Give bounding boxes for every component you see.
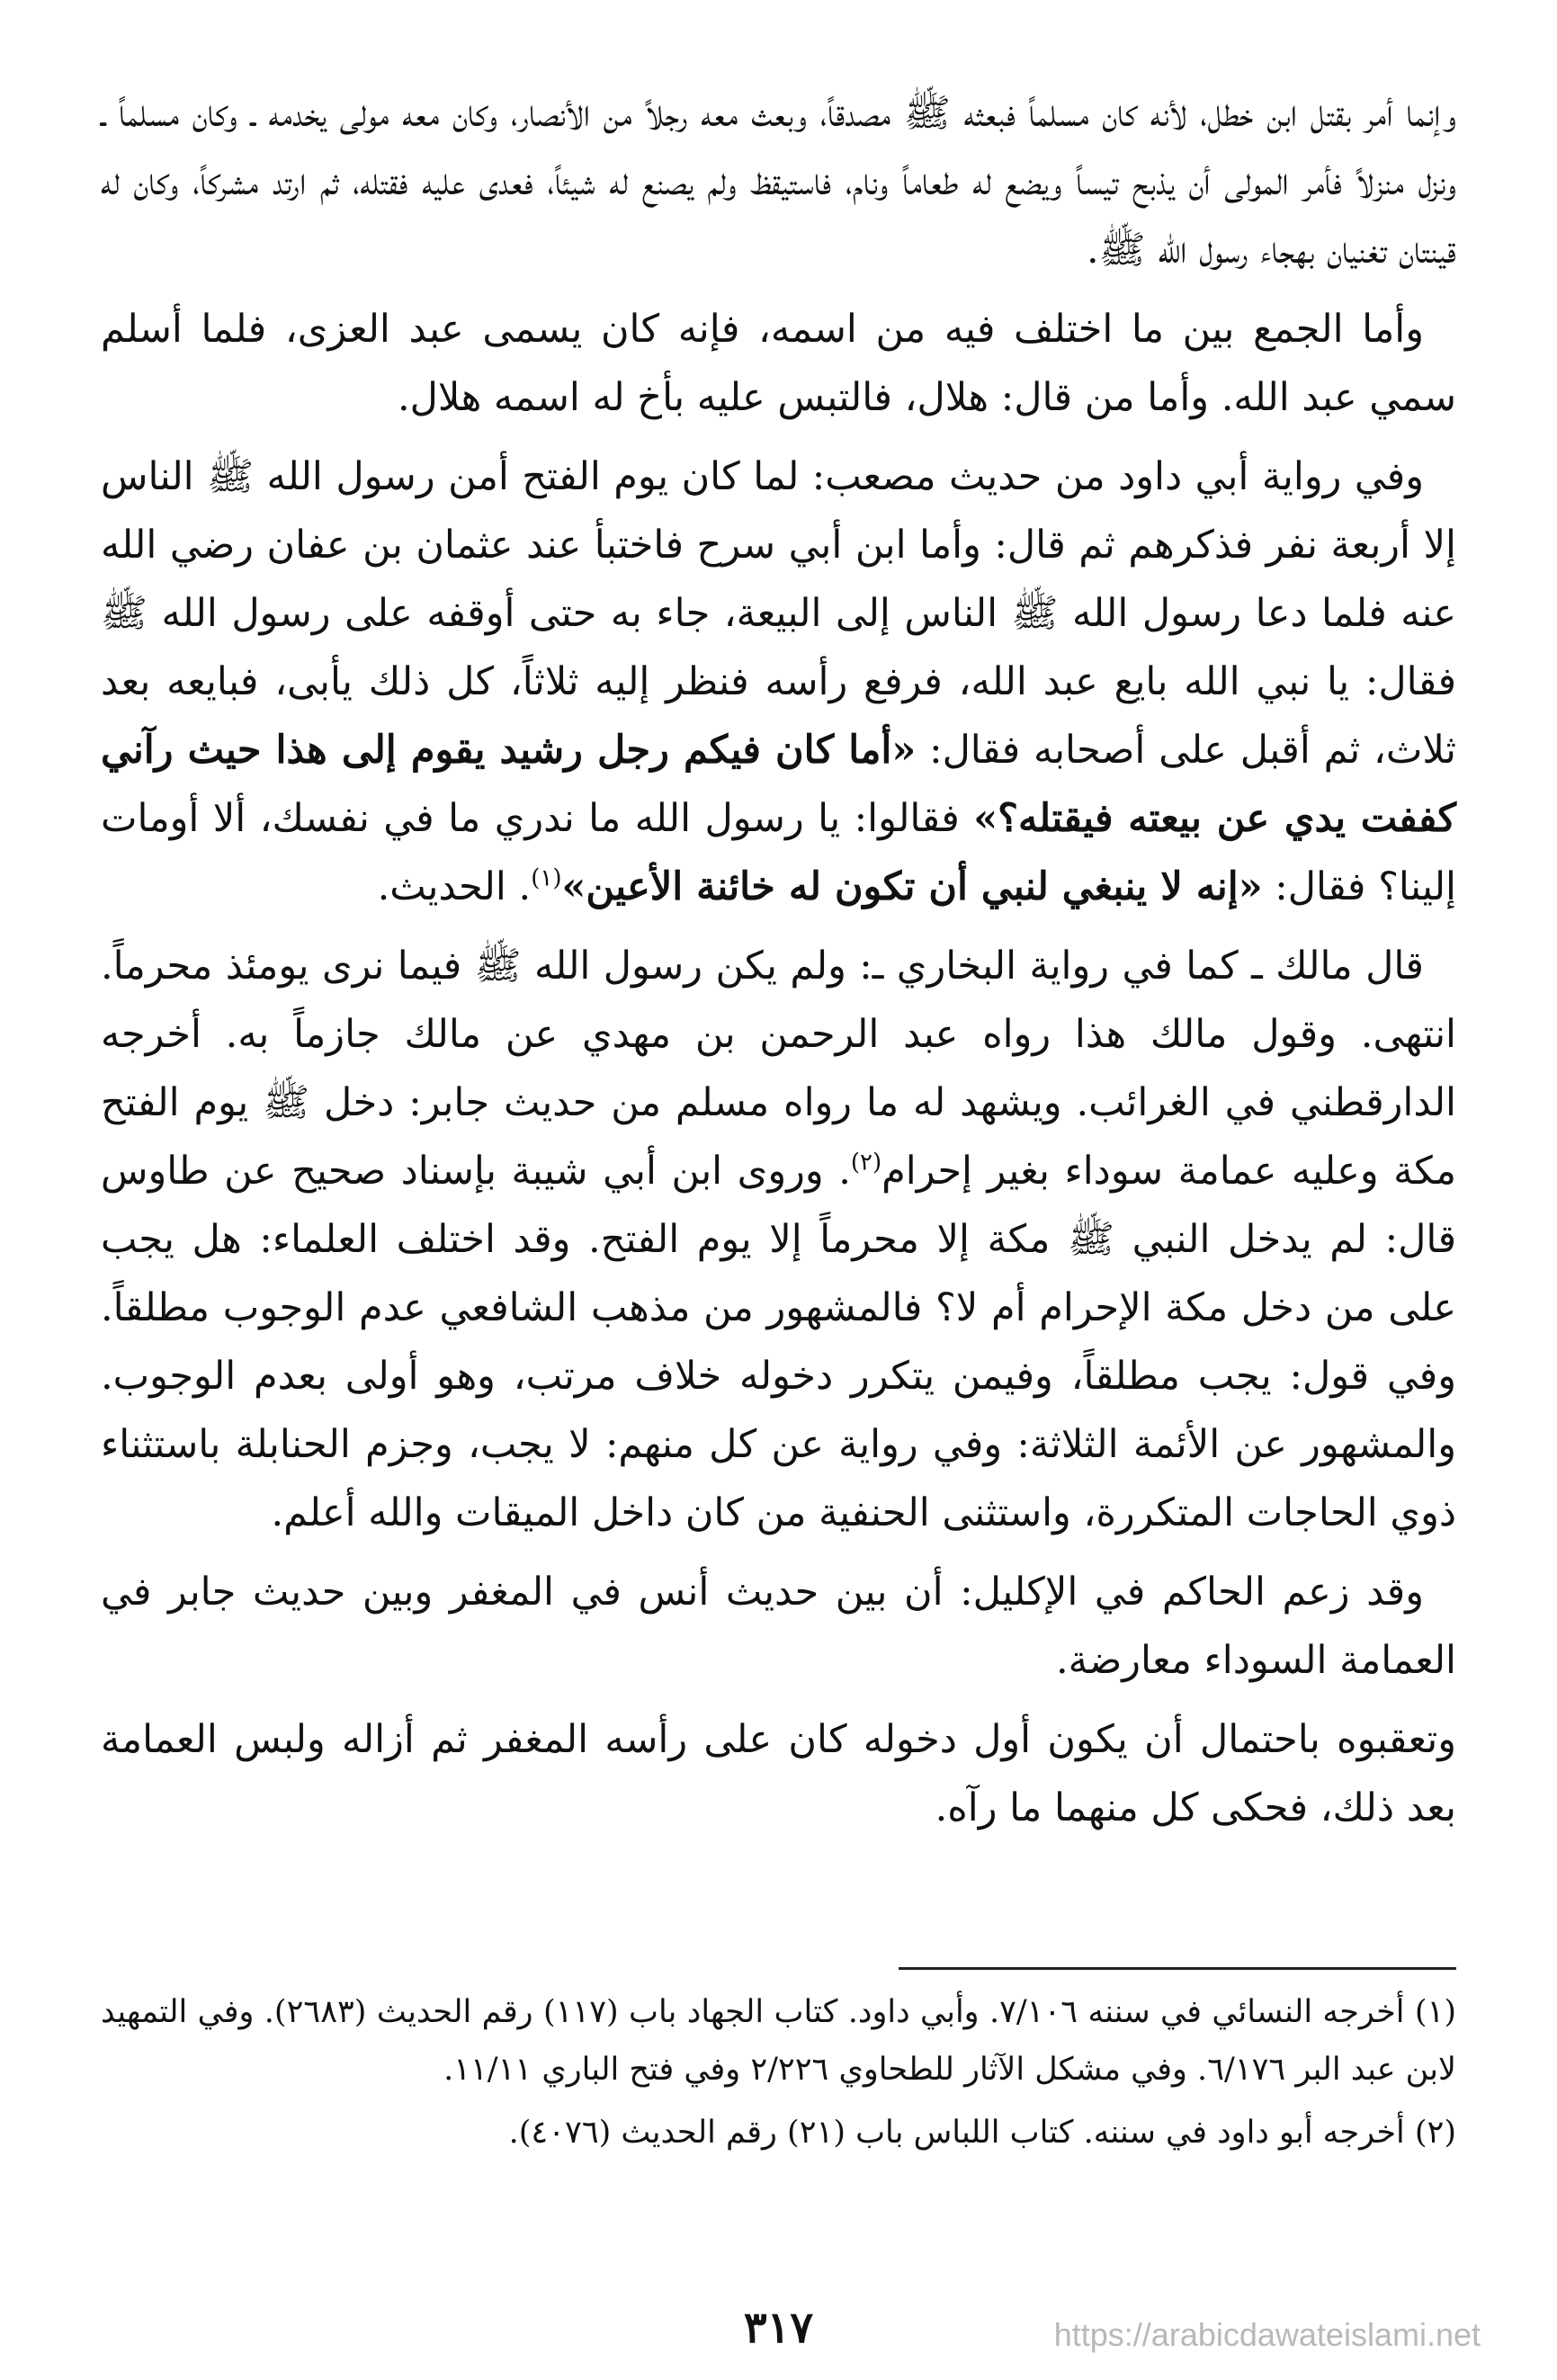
- watermark-url: https://arabicdawateislami.net: [1053, 2316, 1481, 2353]
- narration-text: وفي رواية أبي داود من حديث مصعب: لما كان يوم الفتح أمن رسول الله ﷺ الناس إلا أربعة نفر فذكرهم ثم قال: وأما ابن أبي سرح فاختبأ عند عثمان بن عفان رضي الله عنه فلما دعا رسول الله ﷺ الناس إلى البيعة، جاء به حتى أوقفه على رسول الله ﷺ فقال: يا نبي الله بايع عبد الله، فرفع رأسه فنظر إليه ثلاثاً، كل ذلك يأبى، فبايعه بعد ثلاث، ثم أقبل على أصحابه فقال:: [101, 454, 1456, 773]
- paragraph-hakim-claim: وقد زعم الحاكم في الإكليل: أن بين حديث أنس في المغفر وبين حديث جابر في العمامة السوداء معارضة.: [101, 1570, 1456, 1683]
- hadith-quote-2: «إنه لا ينبغي لنبي أن تكون له خائنة الأعين»: [561, 864, 1263, 909]
- narration-text: . الحديث.: [377, 864, 532, 909]
- main-text: [101, 79, 1456, 1853]
- footnote-divider: [899, 1967, 1456, 1970]
- narration-text: فقالوا: يا رسول الله ما ندري ما في نفسك، ألا أومات إلينا؟ فقال:: [101, 796, 1456, 909]
- paragraph-rebuttal: وتعقبوه باحتمال أن يكون أول دخوله كان على رأسه المغفر ثم أزاله ولبس العمامة بعد ذلك، فحكى كل منهما ما رآه.: [101, 1717, 1456, 1830]
- paragraph-abu-dawud-narration: [101, 443, 1456, 921]
- ihram-text: قال مالك ـ كما في رواية البخاري ـ: ولم يكن رسول الله ﷺ فيما نرى يومئذ محرماً. انتهى. وقول مالك هذا رواه عبد الرحمن بن مهدي عن مالك جازماً به. أخرجه الدارقطني في الغرائب. ويشهد له ما رواه مسلم من حديث جابر: دخل ﷺ يوم الفتح مكة وعليه عمامة سوداء بغير إحرام: [101, 944, 1456, 1194]
- footnote-2: (٢) أخرجه أبو داود في سننه. كتاب اللباس باب (٢١) رقم الحديث (٤٠٧٦).: [508, 2115, 1456, 2151]
- ihram-text: . وروى ابن أبي شيبة بإسناد صحيح عن طاوس قال: لم يدخل النبي ﷺ مكة إلا محرماً إلا يوم الفتح. وقد اختلف العلماء: هل يجب على من دخل مكة الإحرام أم لا؟ فالمشهور من مذهب الشافعي عدم الوجوب مطلقاً. وفي قول: يجب مطلقاً، وفيمن يتكرر دخوله خلاف مرتب، وهو أولى بعدم الوجوب. والمشهور عن الأئمة الثلاثة: وفي رواية عن كل منهم: لا يجب، وجزم الحنابلة باستثناء ذوي الحاجات المتكررة، واستثنى الحنفية من كان داخل الميقات والله أعلم.: [101, 1149, 1456, 1535]
- footnotes: [101, 1983, 1456, 2167]
- footnote-ref-2[interactable]: (٢): [850, 1149, 882, 1177]
- paragraph-name-reconciliation: وأما الجمع بين ما اختلف فيه من اسمه، فإنه كان يسمى عبد العزى، فلما أسلم سمي عبد الله. وأما من قال: هلال، فالتبس عليه بأخ له اسمه هلال.: [101, 307, 1456, 420]
- footnote-1: (١) أخرجه النسائي في سننه ٧/١٠٦. وأبي داود. كتاب الجهاد باب (١١٧) رقم الحديث (٢٦٨٣). وفي التمهيد لابن عبد البر ٦/١٧٦. وفي مشكل الآثار للطحاوي ٢/٢٢٦ وفي فتح الباري ١١/١١.: [101, 1994, 1457, 2088]
- paragraph-ibn-khatal: وإنما أمر بقتل ابن خطل، لأنه كان مسلماً فبعثه ﷺ مصدقاً، وبعث معه رجلاً من الأنصار، وكان معه مولى يخدمه ـ وكان مسلماً ـ ونزل منزلاً فأمر المولى أن يذبح تيساً ويضع له طعاماً ونام، فاستيقظ ولم يصنع له شيئاً، فعدى عليه فقتله، ثم ارتد مشركاً، وكان له قينتان تغنيان بهجاء رسول الله ﷺ.: [101, 91, 1456, 273]
- paragraph-malik-ihram: [101, 932, 1456, 1547]
- footnote-ref-1[interactable]: (١): [531, 864, 562, 892]
- hadith-quote-1: «أما كان فيكم رجل رشيد يقوم إلى هذا حيث رآني كففت يدي عن بيعته فيقتله؟»: [101, 728, 1456, 841]
- page-number: ٣١٧: [743, 2303, 814, 2353]
